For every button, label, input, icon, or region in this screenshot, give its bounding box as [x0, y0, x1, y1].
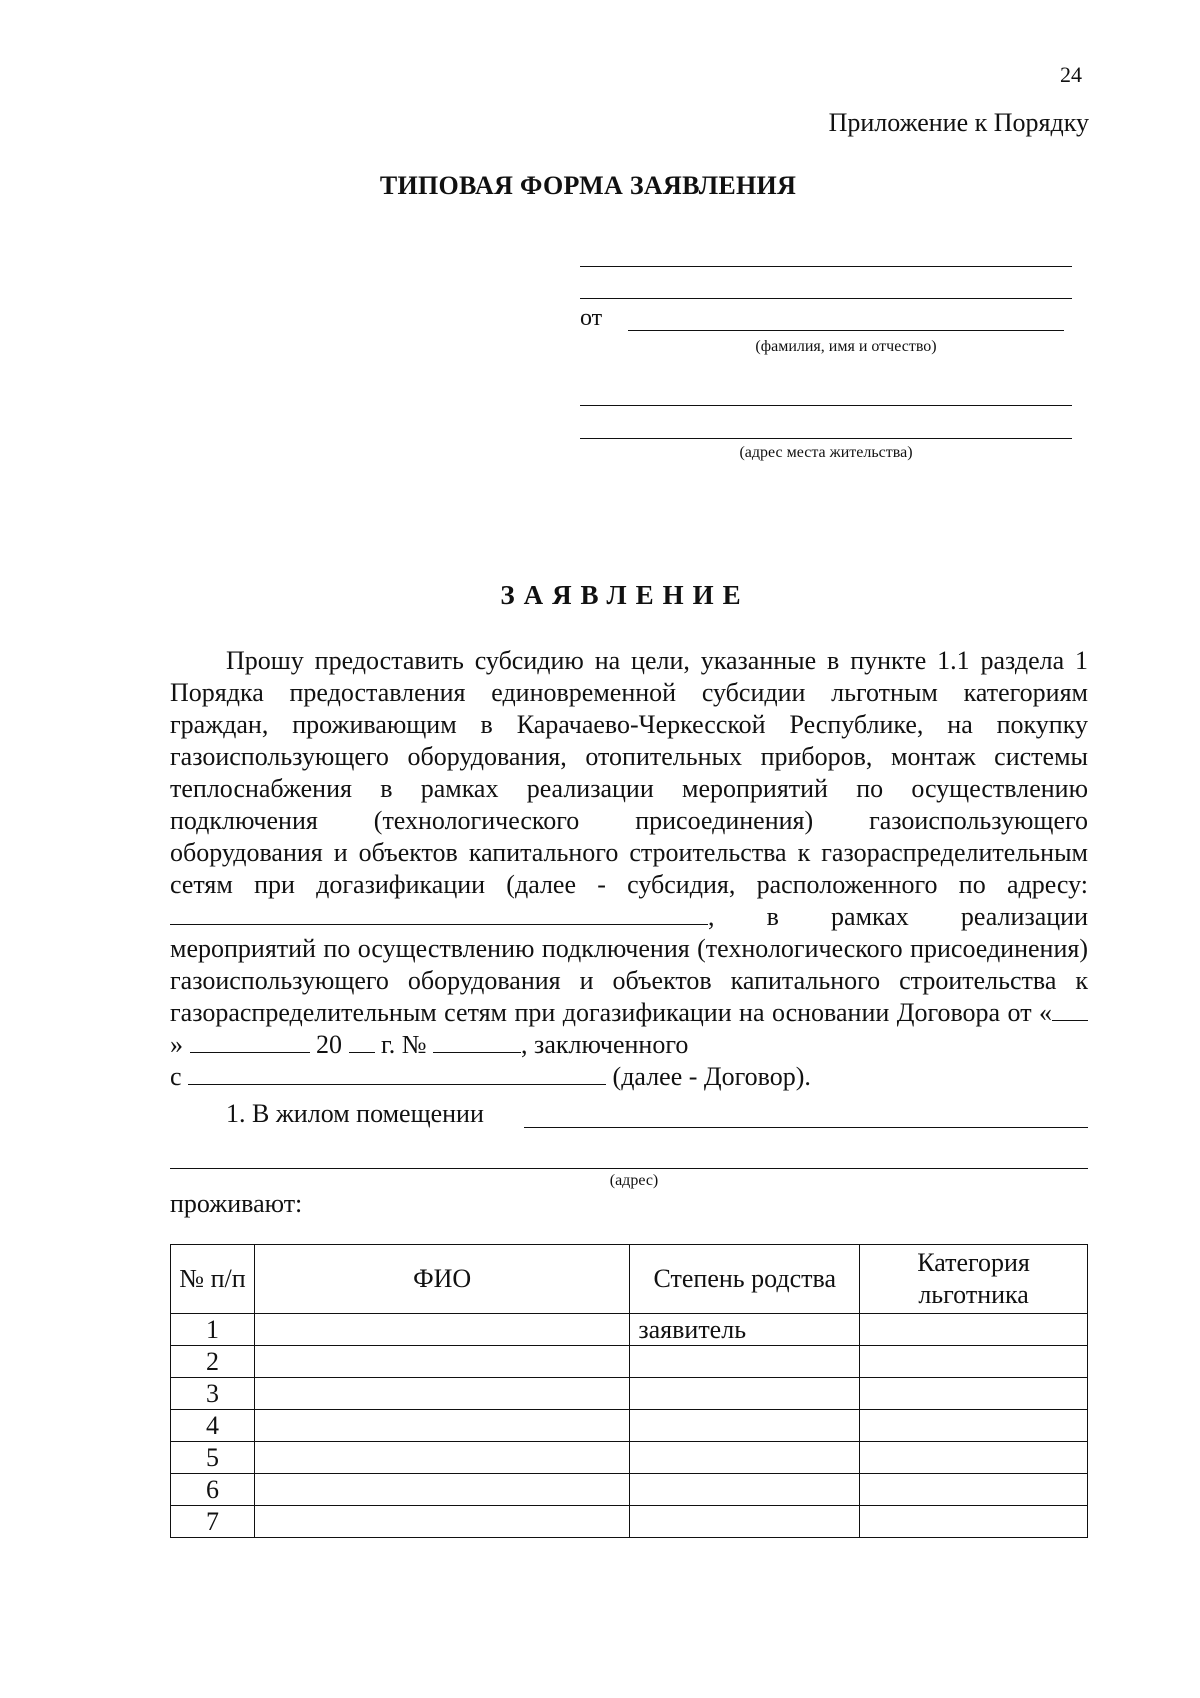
col-header-number: № п/п	[171, 1245, 255, 1314]
relation-cell[interactable]: заявитель	[630, 1314, 860, 1346]
body-text-part: , заключенного	[521, 1030, 689, 1059]
category-cell[interactable]	[860, 1506, 1088, 1538]
body-text-part: 20	[316, 1030, 342, 1059]
form-title: ТИПОВАЯ ФОРМА ЗАЯВЛЕНИЯ	[379, 171, 797, 200]
body-text-part: »	[170, 1030, 183, 1059]
fio-cell[interactable]	[254, 1442, 629, 1474]
dwelling-address-caption: (адрес)	[609, 1172, 659, 1189]
fio-cell[interactable]	[254, 1346, 629, 1378]
item-1-label: 1. В жилом помещении	[226, 1099, 484, 1128]
col-header-category: Категория льготника	[860, 1245, 1088, 1314]
category-cell[interactable]	[860, 1474, 1088, 1506]
dwelling-line-1[interactable]	[524, 1127, 1088, 1128]
category-cell[interactable]	[860, 1314, 1088, 1346]
address-caption: (адрес места жительства)	[739, 444, 913, 461]
table-header-row	[171, 1245, 1088, 1314]
col-header-relation: Степень родства	[630, 1245, 860, 1314]
table-row	[171, 1410, 1088, 1442]
contract-number-field[interactable]	[433, 1030, 521, 1053]
body-text-part: (далее - Договор).	[612, 1062, 811, 1091]
fio-cell[interactable]	[254, 1506, 629, 1538]
body-text-part: Прошу предоставить субсидию на цели, указанные в пункте 1.1 раздела 1 Порядка предоставления единовременной субсидии льготным категориям граждан, проживающим в Карачаево-Черкесской Республике, на покупку газоиспользующего оборудования, отопительных приборов, монтаж системы теплоснабжения в рамках реализации мероприятий по осуществлению подключения (технологического присоединения) газоиспользующего оборудования и объектов капитального строительства к газораспределительным сетям при догазификации (далее - субсидия, расположенного по адресу:	[170, 646, 1088, 899]
residence-line-1[interactable]	[580, 405, 1072, 406]
relation-cell[interactable]	[630, 1346, 860, 1378]
table-row	[171, 1474, 1088, 1506]
row-number: 2	[171, 1346, 255, 1378]
residents-table	[170, 1244, 1088, 1538]
from-label: от	[580, 305, 603, 331]
row-number: 7	[171, 1506, 255, 1538]
table-row	[171, 1442, 1088, 1474]
document-title: ЗАЯВЛЕНИЕ	[500, 580, 750, 610]
table-row	[171, 1314, 1088, 1346]
category-cell[interactable]	[860, 1442, 1088, 1474]
table-row	[171, 1506, 1088, 1538]
application-body	[170, 645, 1088, 1093]
page-number: 24	[1060, 62, 1082, 87]
row-number: 5	[171, 1442, 255, 1474]
appendix-label: Приложение к Порядку	[828, 108, 1089, 137]
fio-cell[interactable]	[254, 1378, 629, 1410]
relation-cell[interactable]	[630, 1378, 860, 1410]
body-text-part: , в рамках реализации мероприятий по осуществлению подключения (технологического присоединения) газоиспользующего оборудования и объектов капитального строительства к газораспределительным сетям при догазификации на основании Договора от «	[170, 902, 1088, 1027]
name-caption: (фамилия, имя и отчество)	[755, 338, 937, 355]
fio-cell[interactable]	[254, 1474, 629, 1506]
row-number: 3	[171, 1378, 255, 1410]
table-row	[171, 1346, 1088, 1378]
relation-cell[interactable]	[630, 1410, 860, 1442]
fio-cell[interactable]	[254, 1314, 629, 1346]
dwelling-line-2[interactable]	[170, 1168, 1088, 1169]
property-address-field[interactable]	[170, 902, 708, 925]
applicant-name-line[interactable]	[628, 330, 1064, 331]
contract-month-field[interactable]	[190, 1030, 310, 1053]
body-text-part: г. №	[381, 1030, 427, 1059]
category-cell[interactable]	[860, 1410, 1088, 1442]
col-header-fio: ФИО	[254, 1245, 629, 1314]
addressee-line-2[interactable]	[580, 298, 1072, 299]
contract-day-field[interactable]	[1052, 998, 1088, 1021]
relation-cell[interactable]	[630, 1506, 860, 1538]
relation-cell[interactable]	[630, 1474, 860, 1506]
relation-cell[interactable]	[630, 1442, 860, 1474]
contract-party-field[interactable]	[188, 1062, 606, 1085]
addressee-line-1[interactable]	[580, 266, 1072, 267]
table-row	[171, 1378, 1088, 1410]
row-number: 6	[171, 1474, 255, 1506]
fio-cell[interactable]	[254, 1410, 629, 1442]
row-number: 4	[171, 1410, 255, 1442]
row-number: 1	[171, 1314, 255, 1346]
category-cell[interactable]	[860, 1346, 1088, 1378]
body-text-part: с	[170, 1062, 182, 1091]
residents-label: проживают:	[170, 1189, 303, 1218]
residence-line-2[interactable]	[580, 438, 1072, 439]
category-cell[interactable]	[860, 1378, 1088, 1410]
contract-year-field[interactable]	[349, 1030, 375, 1053]
